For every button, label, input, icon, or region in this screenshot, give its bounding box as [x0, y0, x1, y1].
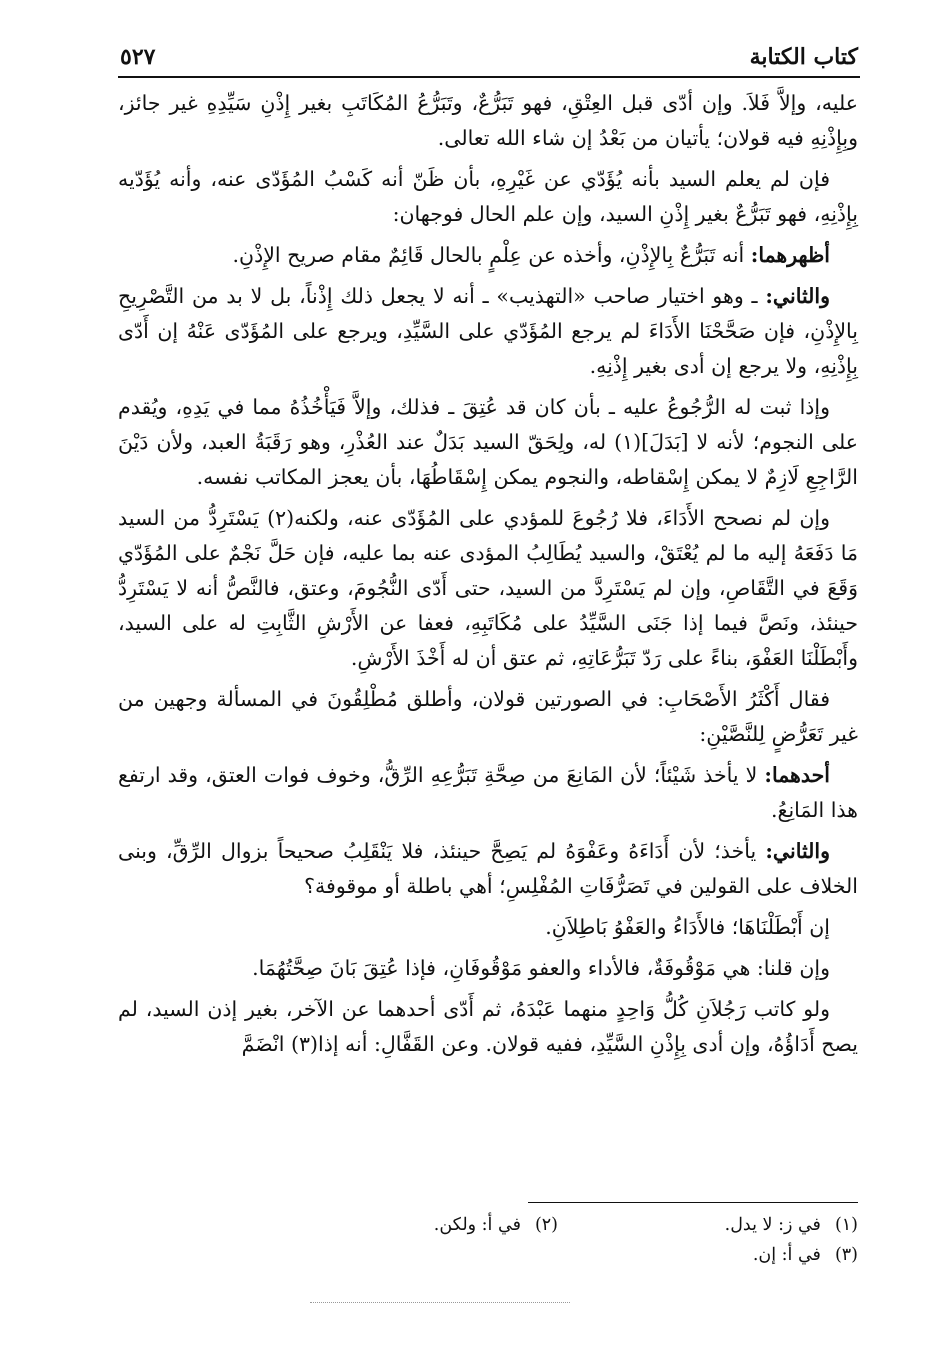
footnotes — [118, 1210, 858, 1270]
scan-artifact-line — [310, 1302, 570, 1303]
footnote-rule — [528, 1202, 858, 1203]
footnote-2-text: في أ: ولكن. — [433, 1215, 521, 1235]
paragraph-2: فإن لم يعلم السيد بأنه يُؤَدّي عن غَيْرِهِ، بأن ظَنّ أنه كَسْبُ المُؤَدّى عنه، وأنه يُؤَدّيه بِإِذْنِهِ، فهو تَبَرُّعٌ بغير إِذْنِ السيد، وإن علم الحال فوجهان: — [118, 167, 858, 226]
main-text — [118, 86, 858, 1068]
paragraph-4-label: والثاني: — [765, 284, 830, 308]
footnote-1 — [558, 1210, 858, 1240]
paragraph-10: إن أَبْطَلْنَاهَا؛ فالأَدَاءُ والعَفْوُ بَاطِلاَنِ. — [545, 915, 830, 939]
paragraph-9-text: يأخذ؛ لأن أَدَاءَهُ وعَفْوَهُ لم يَصِحَّ حينئذ، فلا يَنْقَلِبُ صحيحاً بزوال الرِّقِّ، وبنى الخلاف على القولين في تَصَرُّفَاتِ المُفْلِسِ؛ أهي باطلة أو موقوفة؟ — [118, 839, 858, 898]
footnote-row — [118, 1210, 858, 1240]
paragraph-12: ولو كاتب رَجُلاَنِ كُلُّ وَاحِدٍ منهما عَبْدَهُ، ثم أَدّى أحدهما عن الآخر، بغير إذن السيد، لم يصح أَدَاؤُهُ، وإن أدى بِإِذْنِ السَّيِّدِ، ففيه قولان. وعن القَفَّالِ: أنه إذا(٣) انْضَمَّ — [118, 997, 858, 1056]
header-rule — [118, 76, 860, 78]
paragraph-11: وإن قلنا: هي مَوْقُوفَةٌ، فالأداء والعفو مَوْقُوفَانِ، فإذا عُتِقَ بَانَ صِحَّتُهُمَا. — [252, 956, 830, 980]
header-title: كتاب الكتابة — [749, 44, 858, 70]
footnote-3 — [558, 1240, 858, 1270]
paragraph-8-label: أحدهما: — [764, 763, 830, 787]
paragraph-3-label: أظهرهما: — [750, 243, 830, 267]
paragraph-9 — [118, 834, 858, 904]
paragraph-3-text: أنه تَبَرُّعٌ بِالإِذْنِ، وأخذه عن عِلْمٍ بالحال قَائِمٌ مقام صريح الإِذْنِ. — [232, 243, 751, 267]
paragraph-7: فقال أَكْثَرُ الأَصْحَابِ: في الصورتين قولان، وأطلق مُطْلِقُونَ في المسألة وجهين من غير تَعَرُّضٍ لِلنَّصَّيْنِ: — [118, 687, 858, 746]
footnote-2 — [258, 1210, 558, 1240]
paragraph-4 — [118, 279, 858, 384]
paragraph-6: وإن لم نصحح الأَدَاءَ، فلا رُجُوعَ للمؤدي على المُؤَدّى عنه، ولكنه(٢) يَسْتَرِدُّ من السيد مَا دَفَعَهُ إليه ما لم يُعْتَقْ، والسيد يُطَالِبُ المؤدى عنه بما عليه، فإن حَلَّ نَجْمٌ على المُؤَدّي وَقَعَ في التَّقَاصِ، وإن لم يَسْتَرِدَّ من السيد، حتى أَدّى النُّجُومَ، وعتق، فالنَّصُّ أنه لا يَسْتَرِدُّ حينئذ، ونَصَّ فيما إذا جَنَى السَّيِّدُ على مُكَاتَبِهِ، فعفا عن الأَرْشِ الثَّابِتِ له على السيد، وأَبْطَلْنَا العَفْوَ، بناءً على رَدّ تَبَرُّعَاتِهِ، ثم عتق أن له أَخْذَ الأَرْشِ. — [118, 506, 858, 670]
page-number: ٥٢٧ — [120, 44, 156, 70]
paragraph-5: وإذا ثبت له الرُّجُوعُ عليه ـ بأن كان قد عُتِقَ ـ فذلك، وإلاَّ فَيَأْخُذُهُ مما في يَدِهِ، ويُقدم على النجوم؛ لأنه لا [بَدَلَ](١) له، ولِحَقّ السيد بَدَلٌ عند العُذْرِ، وهو رَقَبَةُ العبد، ولأن دَيْنَ الرَّاجِعِ لَازِمٌ لا يمكن إِسْقاطه، والنجوم يمكن إِسْقَاطُهَا، بأن يعجز المكاتب نفسه. — [118, 395, 858, 489]
footnote-3-text: في أ: إن. — [752, 1245, 821, 1265]
footnote-1-text: في ز: لا يدل. — [724, 1215, 821, 1235]
paragraph-8 — [118, 758, 858, 828]
footnote-row — [118, 1240, 858, 1270]
paragraph-8-text: لا يأخذ شَيْئاً؛ لأن المَانِعَ من صِحَّةِ تَبَرُّعِهِ الرِّقُّ، وخوف فوات العتق، وقد ارتفع هذا المَانِعُ. — [118, 763, 858, 822]
footnote-1-number: (١) — [834, 1215, 858, 1235]
footnote-3-number: (٣) — [834, 1245, 858, 1265]
paragraph-3 — [118, 238, 858, 273]
paragraph-4-text: ـ وهو اختيار صاحب «التهذيب» ـ أنه لا يجعل ذلك إِذْناً، بل لا بد من التَّصْرِيحِ بِالإِذْنِ، فإن صَحَّحْنَا الأَدَاءَ لم يرجع المُؤَدّي على السَّيِّدِ، ويرجع على المُؤَدّى عَنْهُ إن أَدّى بِإِذْنِهِ، ولا يرجع إن أدى بغير إِذْنِهِ. — [118, 284, 858, 378]
running-header — [120, 30, 858, 70]
footnote-2-number: (٢) — [534, 1215, 558, 1235]
paragraph-1: عليه، وإلاَّ فَلاَ. وإن أدّى قبل العِتْقِ، فهو تَبَرُّعٌ، وتَبَرُّعُ المُكَاتَبِ بغير إِذْنِ سَيِّدِهِ غير جائز، وبِإِذْنِهِ فيه قولان؛ يأتيان من بَعْدُ إن شاء الله تعالى. — [118, 91, 858, 150]
paragraph-9-label: والثاني: — [765, 839, 830, 863]
